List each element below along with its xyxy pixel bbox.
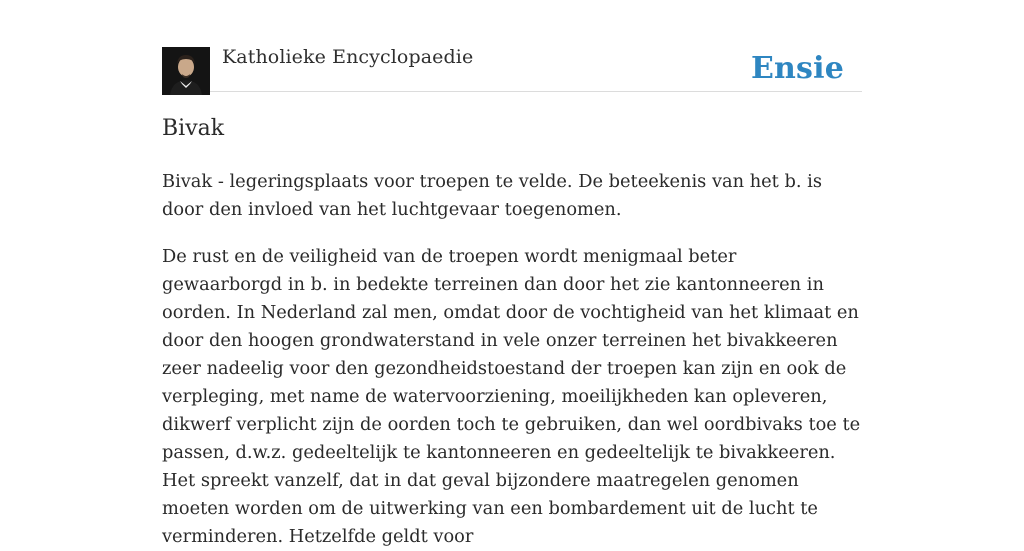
article-paragraph: Bivak - legeringsplaats voor troepen te velde. De beteekenis van het b. is door den invloed van het luchtgevaar toegenomen.	[162, 171, 822, 220]
portrait-icon	[162, 47, 210, 95]
source-name[interactable]: Katholieke Encyclopaedie	[222, 46, 474, 68]
article-page	[162, 0, 862, 547]
brand-logo[interactable]: Ensie	[750, 51, 844, 86]
source-header	[162, 0, 862, 92]
article-paragraph: De rust en de veiligheid van de troepen wordt menigmaal beter gewaarborgd in b. in bedekte terreinen dan door het zie kantonneeren in oorden. In Nederland zal men, omdat door de vochtigheid van het klimaat en door den hoogen grondwaterstand in vele onzer terreinen het bivakkeeren zeer nadeelig voor den gezondheidstoestand der troepen kan zijn en ook de verpleging, met name de watervoorziening, moeilijkheden kan opleveren, dikwerf verplicht zijn de oorden toch te gebruiken, dan wel oordbivaks toe te passen, d.w.z. gedeeltelijk te kantonneeren en gedeeltelijk te bivakkeeren. Het spreekt vanzelf, dat in dat geval bijzondere maatregelen genomen moeten worden om de uitwerking van een bombardement uit de lucht te verminderen. Hetzelfde geldt voor	[162, 246, 861, 547]
article-title: Bivak	[162, 116, 225, 141]
source-avatar[interactable]	[162, 47, 210, 95]
